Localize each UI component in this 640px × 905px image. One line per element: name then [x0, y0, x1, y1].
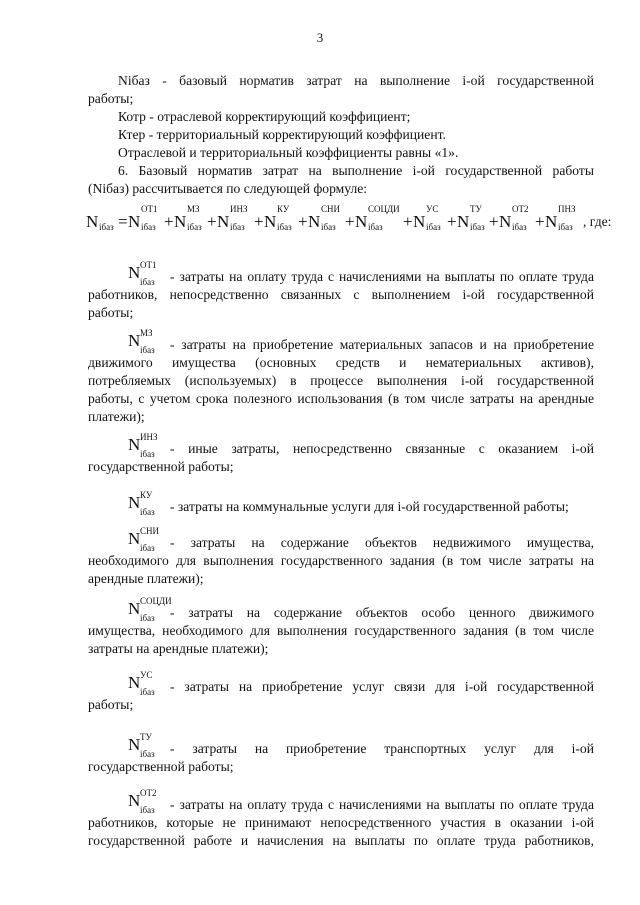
definition-item — [88, 734, 594, 776]
definition-line: затраты на арендные платежи); — [88, 641, 269, 656]
symbol-subscript: iбаз — [140, 749, 155, 759]
formula-superscript: СОЦДИ — [368, 204, 400, 214]
text-line: Отраслевой и территориальный коэффициенты равны «1». — [118, 145, 459, 160]
formula-symbol: N — [217, 212, 230, 231]
text-line: (Nібаз) рассчитывается по следующей формуле: — [88, 181, 368, 196]
formula-operator: + — [535, 212, 545, 231]
symbol-base: N — [128, 791, 141, 810]
definition-line: работы; — [88, 697, 134, 712]
definition-item — [88, 790, 594, 850]
formula-superscript: ОТ2 — [512, 204, 529, 214]
symbol-superscript: ТУ — [140, 732, 152, 742]
formula-superscript: ОТ1 — [141, 204, 158, 214]
definition-line: - затраты на приобретение материальных запасов и на приобретение — [170, 337, 594, 352]
formula-operator: = — [118, 212, 128, 231]
symbol-superscript: СНИ — [140, 526, 160, 536]
symbol-subscript: iбаз — [140, 345, 155, 355]
definition-line: потребляемых (используемых) в процессе выполнения і-ой государственной — [88, 373, 594, 388]
formula-symbol: N — [545, 212, 558, 231]
symbol-subscript: iбаз — [140, 613, 155, 623]
intro-block — [88, 72, 594, 198]
formula-subscript: iбаз — [426, 222, 441, 232]
formula-operator: + — [447, 212, 457, 231]
formula — [86, 204, 612, 240]
definition-symbol — [128, 790, 168, 818]
symbol-subscript: iбаз — [140, 507, 155, 517]
formula-superscript: ПНЗ — [558, 204, 576, 214]
formula-operator: + — [345, 212, 355, 231]
definition-line: арендные платежи); — [88, 571, 204, 586]
formula-operator: + — [298, 212, 308, 231]
text-line: Nібаз - базовый норматив затрат на выполнение і-ой государственной — [118, 73, 594, 88]
symbol-base: N — [128, 735, 141, 754]
formula-superscript: МЗ — [187, 204, 200, 214]
formula-operator: + — [207, 212, 217, 231]
symbol-subscript: iбаз — [140, 805, 155, 815]
definition-symbol — [128, 734, 168, 762]
symbol-superscript: КУ — [140, 490, 153, 500]
definition-line: движимого имущества (основных средств и нематериальных активов), — [88, 355, 594, 370]
formula-subscript: iбаз — [321, 222, 336, 232]
formula-subscript: iбаз — [558, 222, 573, 232]
definition-line: - затраты на содержание объектов недвижимого имущества, — [170, 535, 594, 550]
definition-line: - затраты на приобретение услуг связи для і-ой государственной — [170, 679, 594, 694]
formula-subscript: iбаз — [368, 222, 383, 232]
formula-symbol: N — [413, 212, 426, 231]
formula-symbol: N — [499, 212, 512, 231]
formula-superscript: ТУ — [470, 204, 482, 214]
text-line: Ктер - территориальный корректирующий коэффициент. — [118, 127, 446, 142]
formula-symbol: N — [86, 212, 99, 231]
definition-line: работы, с учетом срока полезного использования (в том числе затраты на арендные — [88, 391, 594, 406]
definition-line: государственной работы; — [88, 759, 234, 774]
definition-item — [88, 598, 594, 658]
formula-superscript: СНИ — [321, 204, 341, 214]
symbol-superscript: МЗ — [140, 328, 153, 338]
symbol-base: N — [128, 263, 141, 282]
definition-line: работников, которые не принимают непосредственного участия в оказании і-ой — [88, 815, 594, 830]
text-line: Котр - отраслевой корректирующий коэффициент; — [118, 109, 411, 124]
formula-superscript: УС — [426, 204, 439, 214]
definition-line: - затраты на оплату труда с начислениями на выплаты по оплате труда — [170, 797, 594, 812]
definition-line: - затраты на приобретение транспортных услуг для і-ой — [170, 741, 594, 756]
symbol-base: N — [128, 529, 141, 548]
definition-line: работы; — [88, 305, 134, 320]
definition-line: - иные затраты, непосредственно связанные с оказанием і-ой — [170, 441, 594, 456]
symbol-superscript: УС — [140, 670, 153, 680]
definition-line: платежи); — [88, 409, 145, 424]
formula-superscript: КУ — [277, 204, 290, 214]
definition-symbol — [128, 528, 168, 556]
formula-subscript: iбаз — [277, 222, 292, 232]
formula-symbol: N — [264, 212, 277, 231]
text-line: 6. Базовый норматив затрат на выполнение і-ой государственной работы — [118, 163, 594, 178]
definition-line: необходимого для выполнения государственного задания (в том числе затраты на — [88, 553, 594, 568]
formula-subscript: iбаз — [512, 222, 527, 232]
definition-item — [88, 492, 594, 516]
definition-item — [88, 262, 594, 322]
definition-line: - затраты на содержание объектов особо ценного движимого — [170, 605, 594, 620]
formula-subscript: iбаз — [187, 222, 202, 232]
symbol-base: N — [128, 599, 141, 618]
definition-line: государственной работе и начисления на выплаты по оплате труда работников, — [88, 833, 594, 848]
definition-line: работников, непосредственно связанных с выполнением і-ой государственной — [88, 287, 594, 302]
symbol-base: N — [128, 493, 141, 512]
formula-operator: + — [489, 212, 499, 231]
symbol-subscript: iбаз — [140, 543, 155, 553]
formula-symbol: N — [128, 212, 141, 231]
formula-superscript: ИНЗ — [230, 204, 248, 214]
formula-symbol: N — [308, 212, 321, 231]
symbol-base: N — [128, 435, 141, 454]
symbol-superscript: ОТ1 — [140, 260, 157, 270]
definition-symbol — [128, 492, 168, 520]
formula-subscript: iбаз — [230, 222, 245, 232]
symbol-subscript: iбаз — [140, 277, 155, 287]
definition-symbol — [128, 596, 172, 626]
page-number: 3 — [316, 30, 324, 45]
definition-item — [88, 672, 594, 714]
formula-symbol: N — [355, 212, 368, 231]
definition-line: государственной работы; — [88, 459, 234, 474]
formula-subscript: iбаз — [470, 222, 485, 232]
symbol-base: N — [128, 673, 141, 692]
definition-symbol — [128, 262, 168, 290]
definition-line: имущества, необходимого для выполнения государственного задания (в том числе — [88, 623, 594, 638]
symbol-base: N — [128, 331, 141, 350]
definition-item — [88, 434, 594, 476]
formula-operator: + — [254, 212, 264, 231]
formula-symbol: N — [174, 212, 187, 231]
definition-symbol — [128, 672, 168, 700]
definition-line: - затраты на оплату труда с начислениями на выплаты по оплате труда — [170, 269, 594, 284]
formula-subscript: iбаз — [141, 222, 156, 232]
definition-item — [88, 528, 594, 588]
formula-tail: , где: — [583, 214, 612, 229]
formula-symbol: N — [457, 212, 470, 231]
definition-line: - затраты на коммунальные услуги для і-ой государственной работы; — [170, 499, 569, 514]
symbol-superscript: ОТ2 — [140, 788, 157, 798]
symbol-subscript: iбаз — [140, 449, 155, 459]
formula-operator: + — [164, 212, 174, 231]
definition-item — [88, 330, 594, 426]
definition-symbol — [128, 330, 168, 358]
symbol-superscript: СОЦДИ — [140, 596, 172, 606]
text-line: работы; — [88, 91, 134, 106]
formula-subscript: iбаз — [99, 222, 114, 232]
symbol-subscript: iбаз — [140, 687, 155, 697]
definition-symbol — [128, 434, 168, 462]
formula-operator: + — [403, 212, 413, 231]
symbol-superscript: ИНЗ — [140, 432, 158, 442]
